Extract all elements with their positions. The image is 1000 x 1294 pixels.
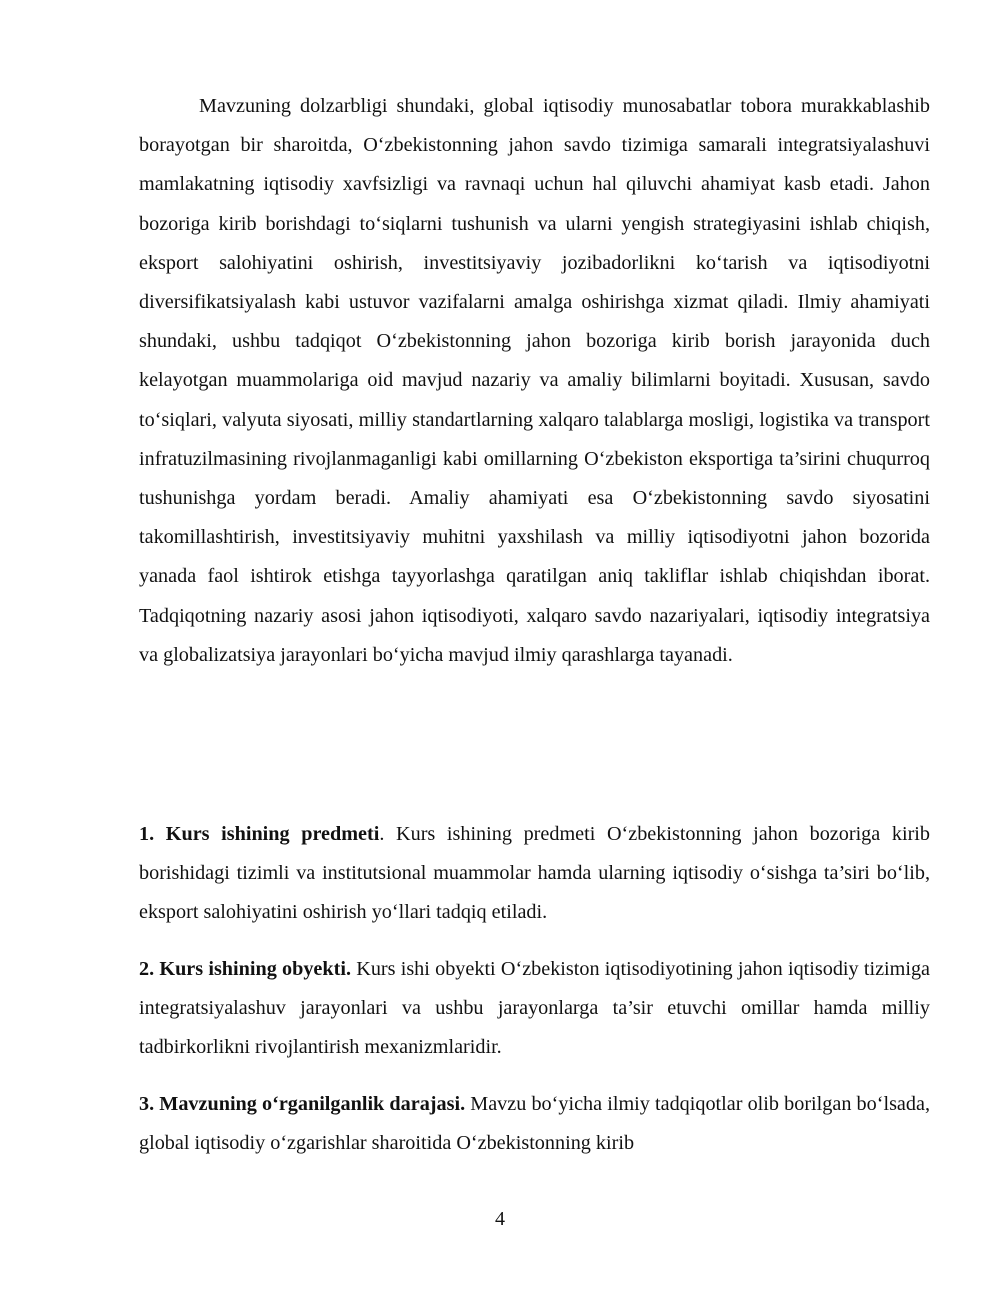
- section-study-level-body: Mavzu bo‘yicha ilmiy tadqiqotlar olib borilgan bo‘lsada, global iqtisodiy o‘zgarishlar sharoitida O‘zbekistonning kirib: [139, 1093, 930, 1155]
- section-study-level-paragraph: [139, 1085, 930, 1163]
- section-study-level: [139, 1085, 930, 1163]
- section-object-paragraph: [139, 950, 930, 1068]
- section-subject: [139, 815, 930, 933]
- section-study-level-heading: 3. Mavzuning o‘rganilganlik darajasi.: [139, 1093, 466, 1115]
- section-object-heading: 2. Kurs ishining obyekti.: [139, 958, 352, 980]
- page-number: 4: [495, 1208, 505, 1230]
- section-subject-paragraph: [139, 815, 930, 933]
- section-object: [139, 950, 930, 1068]
- section-subject-heading: 1. Kurs ishining predmeti: [139, 823, 380, 845]
- section-subject-body: . Kurs ishining predmeti O‘zbekistonning jahon bozoriga kirib borishidagi tizimli va institutsional muammolar hamda ularning iqtisodiy o‘sishga ta’siri bo‘lib, eksport salohiyatini oshirish yo‘llari tadqiq etiladi.: [139, 823, 930, 924]
- intro-text: Mavzuning dolzarbligi shundaki, global iqtisodiy munosabatlar tobora murakkablashib borayotgan bir sharoitda, O‘zbekistonning jahon savdo tizimiga samarali integratsiyalashuvi mamlakatning iqtisodiy xavfsizligi va ravnaqi uchun hal qiluvchi ahamiyat kasb etadi. Jahon bozoriga kirib borishdagi to‘siqlarni tushunish va ularni yengish strategiyasini ishlab chiqish, eksport salohiyatini oshirish, investitsiyaviy jozibadorlikni ko‘tarish va iqtisodiyotni diversifikatsiyalash kabi ustuvor vazifalarni amalga oshirishga xizmat qiladi. Ilmiy ahamiyati shundaki, ushbu tadqiqot O‘zbekistonning jahon bozoriga kirib borish jarayonida duch kelayotgan muammolariga oid mavjud nazariy va amaliy bilimlarni boyitadi. Xususan, savdo to‘siqlari, valyuta siyosati, milliy standartlarning xalqaro talablarga mosligi, logistika va transport infratuzilmasining rivojlanmaganligi kabi omillarning O‘zbekiston eksportiga ta’sirini chuqurroq tushunishga yordam beradi. Amaliy ahamiyati esa O‘zbekistonning savdo siyosatini takomillashtirish, investitsiyaviy muhitni yaxshilash va milliy iqtisodiyotni jahon bozorida yanada faol ishtirok etishga tayyorlashga qaratilgan aniq takliflar ishlab chiqishdan iborat. Tadqiqotning nazariy asosi jahon iqtisodiyoti, xalqaro savdo nazariyalari, iqtisodiy integratsiya va globalizatsiya jarayonlari bo‘yicha mavjud ilmiy qarashlarga tayanadi.: [139, 95, 930, 666]
- section-object-body: Kurs ishi obyekti O‘zbekiston iqtisodiyotining jahon iqtisodiy tizimiga integratsiyalashuv jarayonlari va ushbu jarayonlarga ta’sir etuvchi omillar hamda milliy tadbirkorlikni rivojlantirish mexanizmlaridir.: [139, 958, 930, 1059]
- intro-paragraph: [139, 87, 930, 675]
